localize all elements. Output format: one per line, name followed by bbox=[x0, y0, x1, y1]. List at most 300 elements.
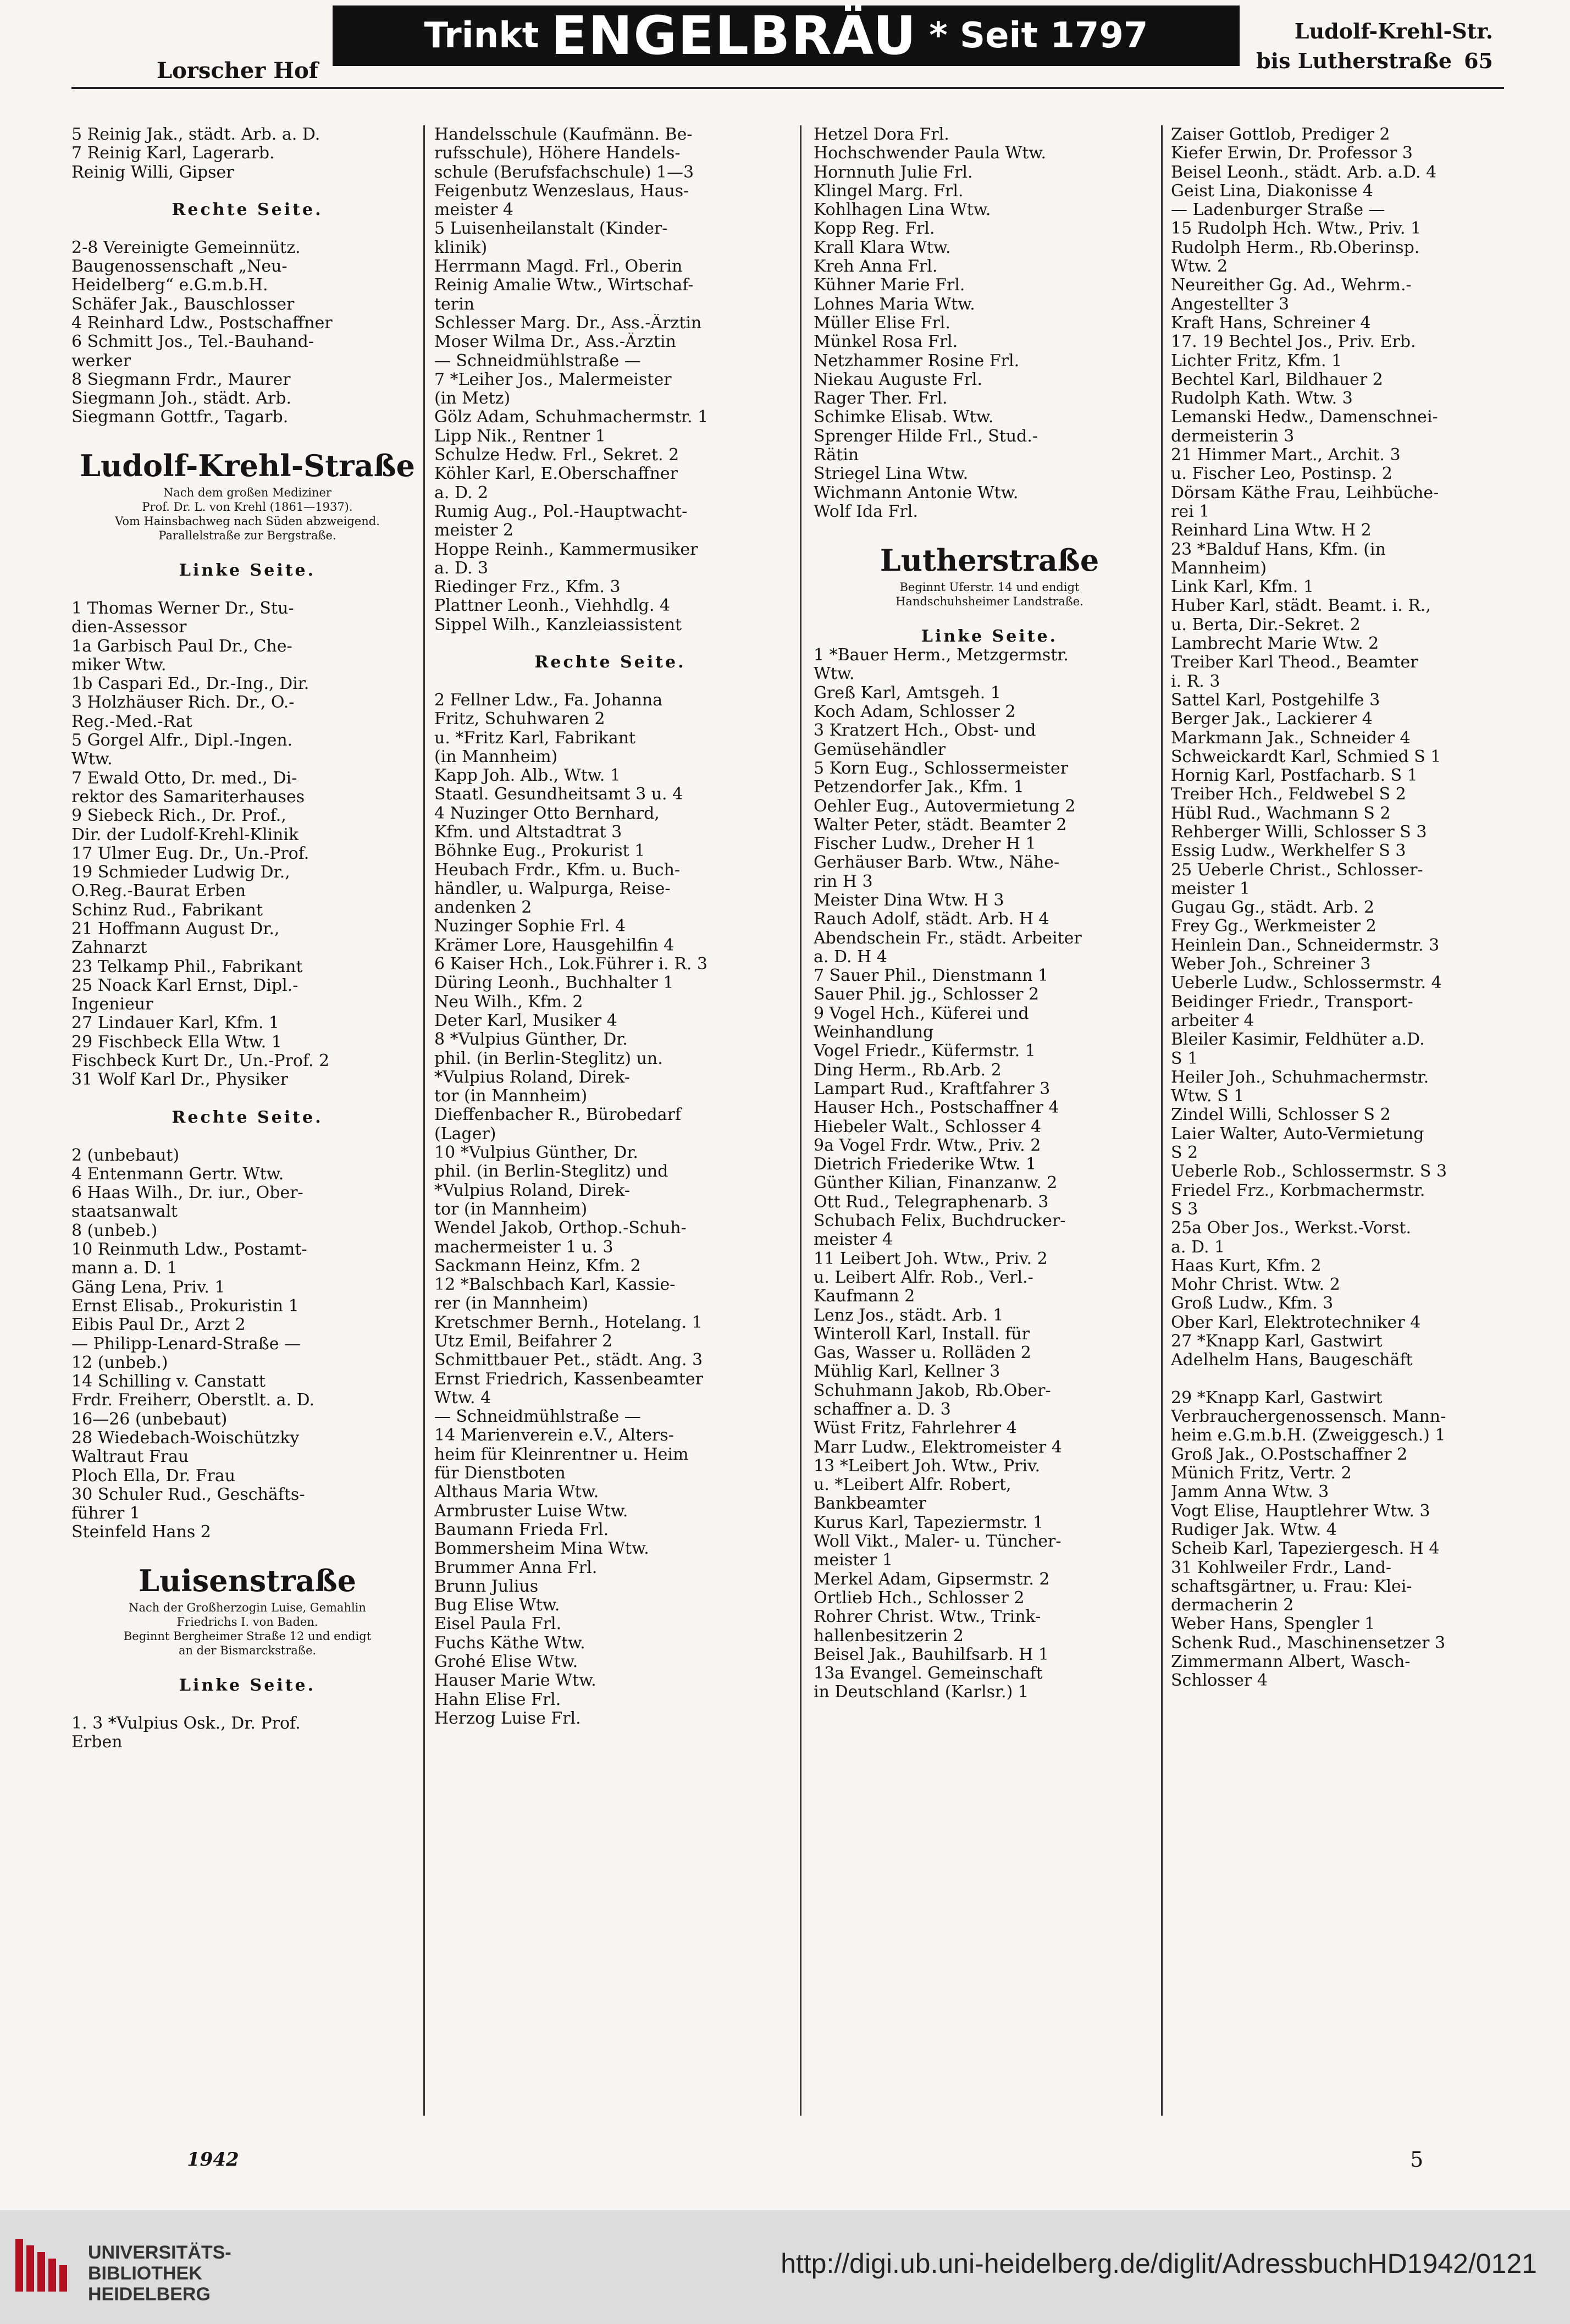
directory-line: Gerhäuser Barb. Wtw., Nähe- bbox=[814, 853, 1060, 873]
sheet-number: 5 bbox=[1410, 2148, 1424, 2172]
directory-line: 1 Thomas Werner Dr., Stu- bbox=[71, 599, 294, 618]
directory-line: 17. 19 Bechtel Jos., Priv. Erb. bbox=[1171, 333, 1416, 352]
column-2 bbox=[434, 125, 786, 1728]
directory-line bbox=[814, 609, 1165, 627]
directory-line: Weinhandlung bbox=[814, 1023, 934, 1042]
directory-line: Mohr Christ. Wtw. 2 bbox=[1171, 1276, 1340, 1295]
directory-line: Böhnke Eug., Prokurist 1 bbox=[434, 842, 645, 861]
directory-line: klinik) bbox=[434, 238, 488, 257]
directory-line: Wolf Ida Frl. bbox=[814, 502, 918, 521]
section-heading: Rechte Seite. bbox=[172, 1108, 323, 1127]
directory-line: Siegmann Joh., städt. Arb. bbox=[71, 389, 292, 409]
directory-line: u. Fischer Leo, Postinsp. 2 bbox=[1171, 465, 1392, 484]
directory-line bbox=[71, 1658, 423, 1676]
directory-line: Gölz Adam, Schuhmachermstr. 1 bbox=[434, 408, 709, 427]
directory-line: 3 Holzhäuser Rich. Dr., O.- bbox=[71, 693, 295, 713]
directory-line bbox=[71, 1696, 423, 1714]
print-year: 1942 bbox=[187, 2149, 239, 2171]
running-head-line1: Ludolf-Krehl-Str. bbox=[1294, 19, 1493, 43]
ad-text-brand: ENGELBRÄU bbox=[551, 5, 917, 67]
directory-line: Ueberle Ludw., Schlossermstr. 4 bbox=[1171, 974, 1442, 993]
directory-line: 2-8 Vereinigte Gemeinnütz. bbox=[71, 238, 301, 257]
directory-line: Gäng Lena, Priv. 1 bbox=[71, 1278, 225, 1297]
directory-line: Verbrauchergenossensch. Mann- bbox=[1171, 1407, 1446, 1427]
directory-line: Münkel Rosa Frl. bbox=[814, 333, 958, 352]
section-heading: Rechte Seite. bbox=[534, 653, 686, 672]
directory-line: Fischbeck Kurt Dr., Un.-Prof. 2 bbox=[71, 1052, 330, 1071]
directory-line: 8 Siegmann Frdr., Maurer bbox=[71, 370, 291, 389]
directory-line: Beidinger Friedr., Transport- bbox=[1171, 992, 1413, 1012]
directory-line: Frdr. Freiherr, Oberstlt. a. D. bbox=[71, 1391, 315, 1410]
directory-line: Rudolph Herm., Rb.Oberinsp. bbox=[1171, 238, 1420, 257]
directory-line: Hiebeler Walt., Schlosser 4 bbox=[814, 1117, 1041, 1136]
directory-line: Schweickardt Karl, Schmied S 1 bbox=[1171, 747, 1441, 766]
directory-line: Schimke Elisab. Wtw. bbox=[814, 408, 994, 427]
directory-line: (in Metz) bbox=[434, 389, 511, 409]
directory-line: Reinhard Lina Wtw. H 2 bbox=[1171, 521, 1372, 540]
section-heading: Rechte Seite. bbox=[172, 201, 323, 220]
directory-line: 13 *Leibert Joh. Wtw., Priv. bbox=[814, 1456, 1041, 1476]
directory-line: Rudolph Kath. Wtw. 3 bbox=[1171, 389, 1353, 409]
directory-line: S 3 bbox=[1171, 1200, 1198, 1219]
directory-line: Ott Rud., Telegraphenarb. 3 bbox=[814, 1193, 1049, 1212]
directory-line bbox=[71, 1542, 423, 1561]
directory-line: Schlosser 4 bbox=[1171, 1671, 1268, 1691]
directory-line: Sprenger Hilde Frl., Stud.- bbox=[814, 427, 1038, 446]
directory-line: Wtw. 4 bbox=[434, 1388, 491, 1407]
directory-line: *Vulpius Roland, Direk- bbox=[434, 1181, 630, 1200]
library-name-line: BIBLIOTHEK bbox=[88, 2263, 202, 2284]
column-divider bbox=[423, 125, 425, 2116]
directory-line: hallenbesitzerin 2 bbox=[814, 1626, 964, 1646]
section-heading: Linke Seite. bbox=[179, 561, 316, 581]
running-head-right bbox=[1256, 16, 1493, 76]
directory-line: Frey Gg., Werkmeister 2 bbox=[1171, 917, 1376, 936]
directory-line: 12 (unbeb.) bbox=[71, 1353, 168, 1372]
directory-line: machermeister 1 u. 3 bbox=[434, 1238, 613, 1257]
directory-line: u. Leibert Alfr. Rob., Verl.- bbox=[814, 1268, 1033, 1287]
directory-line: u. *Fritz Karl, Fabrikant bbox=[434, 728, 636, 748]
directory-line: Hoppe Reinh., Kammermusiker bbox=[434, 540, 698, 559]
street-note: Parallelstraße zur Bergstraße. bbox=[158, 529, 336, 543]
directory-line: Waltraut Frau bbox=[71, 1448, 189, 1467]
directory-line: 4 Nuzinger Otto Bernhard, bbox=[434, 804, 660, 823]
directory-line: Reinig Willi, Gipser bbox=[71, 163, 234, 182]
directory-line: 2 (unbebaut) bbox=[71, 1146, 180, 1165]
directory-line: 27 *Knapp Karl, Gastwirt bbox=[1171, 1332, 1383, 1351]
directory-line: (Lager) bbox=[434, 1124, 496, 1144]
directory-line: Kühner Marie Frl. bbox=[814, 276, 965, 295]
directory-line: in Deutschland (Karlsr.) 1 bbox=[814, 1683, 1029, 1702]
directory-line: Lenz Jos., städt. Arb. 1 bbox=[814, 1306, 1004, 1325]
directory-line: Haas Kurt, Kfm. 2 bbox=[1171, 1256, 1322, 1276]
directory-line: Münich Fritz, Vertr. 2 bbox=[1171, 1464, 1352, 1483]
column-3 bbox=[814, 125, 1165, 1702]
directory-line: Wichmann Antonie Wtw. bbox=[814, 483, 1019, 503]
directory-line: Kapp Joh. Alb., Wtw. 1 bbox=[434, 766, 621, 786]
directory-line: a. D. 1 bbox=[1171, 1238, 1225, 1257]
directory-line: rei 1 bbox=[1171, 502, 1210, 521]
directory-line: phil. (in Berlin-Steglitz) un. bbox=[434, 1049, 663, 1068]
directory-line bbox=[71, 581, 423, 599]
directory-line: meister 1 bbox=[814, 1551, 893, 1570]
directory-line: Ernst Friedrich, Kassenbeamter bbox=[434, 1370, 703, 1389]
directory-line: schule (Berufsfachschule) 1—3 bbox=[434, 163, 694, 182]
directory-line: Link Karl, Kfm. 1 bbox=[1171, 578, 1314, 597]
directory-line: Schuhmann Jakob, Rb.Ober- bbox=[814, 1381, 1051, 1400]
directory-line: Krämer Lore, Hausgehilfin 4 bbox=[434, 936, 675, 955]
directory-line: Kohlhagen Lina Wtw. bbox=[814, 201, 991, 220]
directory-line: 10 *Vulpius Günther, Dr. bbox=[434, 1144, 638, 1163]
directory-line: O.Reg.-Baurat Erben bbox=[71, 882, 246, 901]
directory-line: Ueberle Rob., Schlossermstr. S 3 bbox=[1171, 1162, 1447, 1182]
directory-line: Handelsschule (Kaufmänn. Be- bbox=[434, 125, 693, 144]
directory-line: (in Mannheim) bbox=[434, 747, 558, 766]
directory-line: Reg.-Med.-Rat bbox=[71, 712, 192, 731]
street-note: Beginnt Uferstr. 14 und endigt bbox=[899, 580, 1080, 594]
directory-line: terin bbox=[434, 295, 475, 314]
directory-line: 1. 3 *Vulpius Osk., Dr. Prof. bbox=[71, 1714, 301, 1733]
directory-line: heim für Kleinrentner u. Heim bbox=[434, 1445, 689, 1464]
directory-line: 31 Wolf Karl Dr., Physiker bbox=[71, 1070, 288, 1090]
directory-line: Huber Karl, städt. Beamt. i. R., bbox=[1171, 597, 1431, 616]
directory-line: Reinig Amalie Wtw., Wirtschaf- bbox=[434, 276, 694, 295]
directory-line: 21 Himmer Mart., Archit. 3 bbox=[1171, 446, 1401, 465]
directory-line bbox=[1171, 1370, 1523, 1389]
directory-line: Treiber Hch., Feldwebel S 2 bbox=[1171, 785, 1406, 804]
directory-line: Rager Ther. Frl. bbox=[814, 389, 948, 409]
directory-line: 17 Ulmer Eug. Dr., Un.-Prof. bbox=[71, 844, 309, 863]
directory-line: 5 Gorgel Alfr., Dipl.-Ingen. bbox=[71, 731, 293, 750]
directory-line: a. D. H 4 bbox=[814, 947, 887, 967]
section-heading: Linke Seite. bbox=[921, 627, 1058, 646]
directory-line: rin H 3 bbox=[814, 872, 873, 891]
directory-line: meister 2 bbox=[434, 521, 513, 540]
street-note: Nach dem großen Mediziner bbox=[163, 486, 331, 500]
directory-line bbox=[71, 1090, 423, 1108]
directory-line: Petzendorfer Jak., Kfm. 1 bbox=[814, 778, 1024, 797]
directory-line: Ploch Ella, Dr. Frau bbox=[71, 1466, 236, 1486]
directory-line: 1 *Bauer Herm., Metzgermstr. bbox=[814, 646, 1069, 665]
directory-line: Hetzel Dora Frl. bbox=[814, 125, 949, 144]
directory-line: arbeiter 4 bbox=[1171, 1011, 1254, 1030]
directory-line: Schmittbauer Pet., städt. Ang. 3 bbox=[434, 1351, 703, 1370]
directory-line: 9 Vogel Hch., Küferei und bbox=[814, 1004, 1029, 1023]
directory-line bbox=[71, 1127, 423, 1146]
directory-line: Schäfer Jak., Bauschlosser bbox=[71, 295, 295, 314]
directory-line: Utz Emil, Beifahrer 2 bbox=[434, 1332, 613, 1351]
directory-line: Sippel Wilh., Kanzleiassistent bbox=[434, 615, 682, 634]
header-rule bbox=[71, 87, 1504, 89]
directory-line: Zahnarzt bbox=[71, 939, 147, 958]
directory-line: händler, u. Walpurga, Reise- bbox=[434, 879, 671, 898]
directory-line: Wtw. bbox=[71, 750, 113, 769]
directory-line: Mühlig Karl, Kellner 3 bbox=[814, 1362, 1000, 1382]
directory-line: Köhler Karl, E.Oberschaffner bbox=[434, 465, 678, 484]
directory-line: Angestellter 3 bbox=[1171, 295, 1290, 314]
directory-line: Sattel Karl, Postgehilfe 3 bbox=[1171, 691, 1380, 710]
directory-line: Schulze Hedw. Frl., Sekret. 2 bbox=[434, 446, 679, 465]
directory-line: Gas, Wasser u. Rolläden 2 bbox=[814, 1344, 1031, 1363]
directory-line: Heidelberg“ e.G.m.b.H. bbox=[71, 276, 268, 295]
directory-line: Kretschmer Bernh., Hotelang. 1 bbox=[434, 1313, 703, 1332]
ad-text-trinkt: Trinkt bbox=[424, 15, 539, 56]
directory-line bbox=[814, 521, 1165, 540]
directory-line: Kurus Karl, Tapeziermstr. 1 bbox=[814, 1513, 1044, 1532]
directory-line: Scheib Karl, Tapeziergesch. H 4 bbox=[1171, 1539, 1440, 1559]
directory-line: dermeisterin 3 bbox=[1171, 427, 1295, 446]
directory-line: 14 Schilling v. Canstatt bbox=[71, 1372, 266, 1392]
directory-line: Gemüsehändler bbox=[814, 740, 946, 759]
directory-line: Staatl. Gesundheitsamt 3 u. 4 bbox=[434, 785, 683, 804]
section-heading: Linke Seite. bbox=[179, 1676, 316, 1696]
directory-line: Hauser Hch., Postschaffner 4 bbox=[814, 1098, 1059, 1118]
column-divider bbox=[800, 125, 801, 2116]
column-4 bbox=[1171, 125, 1523, 1691]
directory-line: Herrmann Magd. Frl., Oberin bbox=[434, 257, 683, 277]
directory-line: 12 *Balschbach Karl, Kassie- bbox=[434, 1276, 676, 1295]
directory-line: führer 1 bbox=[71, 1504, 140, 1523]
directory-line: werker bbox=[71, 351, 131, 371]
directory-line: Nuzinger Sophie Frl. 4 bbox=[434, 917, 626, 936]
directory-line: Fuchs Käthe Wtw. bbox=[434, 1633, 585, 1653]
directory-line: Hochschwender Paula Wtw. bbox=[814, 144, 1047, 163]
directory-line bbox=[71, 182, 423, 201]
directory-line: — Schneidmühlstraße — bbox=[434, 1407, 641, 1427]
directory-line: Laier Walter, Auto-Vermietung bbox=[1171, 1124, 1424, 1144]
advertisement-banner bbox=[333, 5, 1240, 66]
directory-line: andenken 2 bbox=[434, 898, 532, 918]
directory-line: Plattner Leonh., Viehhdlg. 4 bbox=[434, 597, 671, 616]
directory-line: Schenk Rud., Maschinensetzer 3 bbox=[1171, 1633, 1446, 1653]
directory-line: schaftsgärtner, u. Frau: Klei- bbox=[1171, 1577, 1412, 1596]
directory-line: 19 Schmieder Ludwig Dr., bbox=[71, 863, 290, 882]
directory-line: Kreh Anna Frl. bbox=[814, 257, 938, 277]
directory-line: Vogel Friedr., Küfermstr. 1 bbox=[814, 1042, 1036, 1061]
directory-line: 3 Kratzert Hch., Obst- und bbox=[814, 721, 1036, 741]
directory-line: Jamm Anna Wtw. 3 bbox=[1171, 1483, 1329, 1502]
directory-line: Gugau Gg., städt. Arb. 2 bbox=[1171, 898, 1375, 918]
directory-line: Günther Kilian, Finanzanw. 2 bbox=[814, 1174, 1058, 1193]
directory-line: Oehler Eug., Autovermietung 2 bbox=[814, 797, 1076, 816]
directory-line: 9 Siebeck Rich., Dr. Prof., bbox=[71, 807, 286, 826]
directory-line: 4 Entenmann Gertr. Wtw. bbox=[71, 1164, 284, 1184]
directory-line: Brummer Anna Frl. bbox=[434, 1558, 598, 1577]
street-note: Nach der Großherzogin Luise, Gemahlin bbox=[129, 1601, 366, 1615]
directory-line: Klingel Marg. Frl. bbox=[814, 181, 964, 201]
directory-line: Essig Ludw., Werkhelfer S 3 bbox=[1171, 842, 1406, 861]
directory-line: a. D. 2 bbox=[434, 483, 489, 503]
directory-line: 25 Ueberle Christ., Schlosser- bbox=[1171, 860, 1423, 880]
directory-line bbox=[434, 672, 786, 691]
directory-line bbox=[71, 219, 423, 238]
directory-line: Greß Karl, Amtsgeh. 1 bbox=[814, 683, 1001, 703]
directory-line: Armbruster Luise Wtw. bbox=[434, 1502, 628, 1521]
directory-line: Sackmann Heinz, Kfm. 2 bbox=[434, 1256, 641, 1276]
directory-line: Althaus Maria Wtw. bbox=[434, 1483, 599, 1502]
directory-line: 9a Vogel Frdr. Wtw., Priv. 2 bbox=[814, 1136, 1041, 1155]
directory-line: Ingenieur bbox=[71, 995, 153, 1014]
directory-line: 21 Hoffmann August Dr., bbox=[71, 919, 280, 939]
directory-line: Erben bbox=[71, 1733, 123, 1752]
directory-line: Lampart Rud., Kraftfahrer 3 bbox=[814, 1079, 1051, 1098]
directory-line bbox=[71, 427, 423, 446]
directory-line: Heiler Joh., Schuhmachermstr. bbox=[1171, 1068, 1429, 1087]
directory-line: Brunn Julius bbox=[434, 1577, 539, 1596]
library-name-line: HEIDELBERG bbox=[88, 2284, 211, 2305]
directory-line: *Vulpius Roland, Direk- bbox=[434, 1068, 630, 1087]
directory-line: u. *Leibert Alfr. Robert, bbox=[814, 1476, 1011, 1495]
directory-line: Dieffenbacher R., Bürobedarf bbox=[434, 1106, 682, 1125]
directory-line: miker Wtw. bbox=[71, 655, 167, 675]
directory-line: Schubach Felix, Buchdrucker- bbox=[814, 1212, 1066, 1231]
directory-line: Fischer Ludw., Dreher H 1 bbox=[814, 835, 1036, 854]
column-1 bbox=[71, 125, 423, 1752]
directory-line: 29 Fischbeck Ella Wtw. 1 bbox=[71, 1033, 282, 1052]
directory-line: Neu Wilh., Kfm. 2 bbox=[434, 992, 583, 1012]
directory-line: Niekau Auguste Frl. bbox=[814, 370, 983, 389]
directory-line: 25a Ober Jos., Werkst.-Vorst. bbox=[1171, 1219, 1412, 1238]
directory-line: Wüst Fritz, Fahrlehrer 4 bbox=[814, 1419, 1017, 1438]
directory-line: Netzhammer Rosine Frl. bbox=[814, 351, 1020, 371]
directory-line: Feigenbutz Wenzeslaus, Haus- bbox=[434, 181, 689, 201]
directory-line: phil. (in Berlin-Steglitz) und bbox=[434, 1162, 668, 1182]
directory-line: Rohrer Christ. Wtw., Trink- bbox=[814, 1608, 1041, 1627]
directory-line: Markmann Jak., Schneider 4 bbox=[1171, 728, 1411, 748]
directory-line bbox=[434, 634, 786, 653]
directory-line: Rudiger Jak. Wtw. 4 bbox=[1171, 1520, 1337, 1539]
directory-line: 2 Fellner Ldw., Fa. Johanna bbox=[434, 691, 663, 710]
directory-line: dien-Assessor bbox=[71, 618, 187, 637]
permalink-url[interactable]: http://digi.ub.uni-heidelberg.de/diglit/AdressbuchHD1942/0121 bbox=[781, 2248, 1537, 2279]
directory-line: rer (in Mannheim) bbox=[434, 1294, 589, 1313]
directory-line: 25 Noack Karl Ernst, Dipl.- bbox=[71, 976, 298, 995]
directory-line: 5 Luisenheilanstalt (Kinder- bbox=[434, 219, 668, 239]
directory-line: 6 Schmitt Jos., Tel.-Bauhand- bbox=[71, 333, 314, 352]
directory-line: 1b Caspari Ed., Dr.-Ing., Dir. bbox=[71, 675, 309, 694]
directory-line: Ding Herm., Rb.Arb. 2 bbox=[814, 1061, 1002, 1080]
directory-line: Wtw. bbox=[814, 665, 855, 684]
directory-line: Kraft Hans, Schreiner 4 bbox=[1171, 313, 1371, 333]
directory-line: Abendschein Fr., städt. Arbeiter bbox=[814, 929, 1082, 948]
directory-line: Dir. der Ludolf-Krehl-Klinik bbox=[71, 825, 299, 844]
directory-line: Beisel Leonh., städt. Arb. a.D. 4 bbox=[1171, 163, 1437, 182]
directory-line: Friedel Frz., Korbmachermstr. bbox=[1171, 1181, 1425, 1200]
directory-line: mann a. D. 1 bbox=[71, 1259, 178, 1278]
directory-line: Dörsam Käthe Frau, Leihbüche- bbox=[1171, 483, 1439, 503]
directory-line: Eisel Paula Frl. bbox=[434, 1615, 562, 1634]
street-note: an der Bismarckstraße. bbox=[178, 1644, 317, 1658]
directory-line: Grohé Elise Wtw. bbox=[434, 1653, 578, 1672]
directory-line: Geist Lina, Diakonisse 4 bbox=[1171, 181, 1373, 201]
directory-line: 1a Garbisch Paul Dr., Che- bbox=[71, 637, 292, 656]
directory-line: Rehberger Willi, Schlosser S 3 bbox=[1171, 822, 1427, 842]
library-name[interactable] bbox=[88, 2242, 231, 2305]
street-note: Prof. Dr. L. von Krehl (1861—1937). bbox=[142, 500, 353, 514]
directory-line: Zindel Willi, Schlosser S 2 bbox=[1171, 1106, 1391, 1125]
directory-line: 6 Kaiser Hch., Lok.Führer i. R. 3 bbox=[434, 955, 707, 974]
street-heading: Luisenstraße bbox=[139, 1563, 356, 1599]
street-note: Vom Hainsbachweg nach Süden abzweigend. bbox=[115, 515, 380, 528]
directory-line: rektor des Samariterhauses bbox=[71, 787, 305, 807]
directory-line: Eibis Paul Dr., Arzt 2 bbox=[71, 1316, 246, 1335]
directory-line: — Schneidmühlstraße — bbox=[434, 351, 641, 371]
directory-line: Neureither Gg. Ad., Wehrm.- bbox=[1171, 276, 1412, 295]
running-head-line2: bis Lutherstraße bbox=[1256, 48, 1452, 73]
directory-line: Winteroll Karl, Install. für bbox=[814, 1324, 1030, 1344]
directory-line: Lohnes Maria Wtw. bbox=[814, 295, 975, 314]
directory-line: Kiefer Erwin, Dr. Professor 3 bbox=[1171, 144, 1413, 163]
directory-line: Zimmermann Albert, Wasch- bbox=[1171, 1653, 1411, 1672]
directory-line: Rumig Aug., Pol.-Hauptwacht- bbox=[434, 502, 688, 521]
directory-line: Adelhelm Hans, Baugeschäft bbox=[1171, 1351, 1413, 1370]
directory-line: rufsschule), Höhere Handels- bbox=[434, 144, 681, 163]
directory-line: Hauser Marie Wtw. bbox=[434, 1671, 596, 1691]
directory-line: 14 Marienverein e.V., Alters- bbox=[434, 1426, 674, 1445]
directory-line: i. R. 3 bbox=[1171, 672, 1220, 691]
street-heading: Ludolf-Krehl-Straße bbox=[80, 448, 415, 484]
directory-line: Striegel Lina Wtw. bbox=[814, 465, 969, 484]
directory-line: heim e.G.m.b.H. (Zweiggesch.) 1 bbox=[1171, 1426, 1446, 1445]
directory-line: Schinz Rud., Fabrikant bbox=[71, 901, 263, 920]
directory-line: Kopp Reg. Frl. bbox=[814, 219, 935, 239]
ad-text-since: * Seit 1797 bbox=[929, 15, 1148, 56]
directory-line: 8 (unbeb.) bbox=[71, 1221, 158, 1240]
directory-line: Zaiser Gottlob, Prediger 2 bbox=[1171, 125, 1390, 144]
directory-line: Koch Adam, Schlosser 2 bbox=[814, 703, 1016, 722]
header-page-number: 65 bbox=[1464, 48, 1493, 73]
directory-line: Kaufmann 2 bbox=[814, 1287, 915, 1306]
directory-line: S 1 bbox=[1171, 1049, 1198, 1068]
directory-line: staatsanwalt bbox=[71, 1202, 178, 1222]
directory-line: Sauer Phil. jg., Schlosser 2 bbox=[814, 985, 1040, 1004]
directory-line: 23 *Balduf Hans, Kfm. (in bbox=[1171, 540, 1386, 559]
directory-line: 30 Schuler Rud., Geschäfts- bbox=[71, 1485, 305, 1504]
directory-line: 5 Reinig Jak., städt. Arb. a. D. bbox=[71, 125, 320, 144]
directory-line: Bleiler Kasimir, Feldhüter a.D. bbox=[1171, 1030, 1425, 1050]
directory-line: Wtw. 2 bbox=[1171, 257, 1228, 277]
directory-line: u. Berta, Dir.-Sekret. 2 bbox=[1171, 615, 1361, 634]
library-name-line: UNIVERSITÄTS- bbox=[88, 2242, 231, 2263]
directory-line: tor (in Mannheim) bbox=[434, 1200, 588, 1219]
directory-line: Bommersheim Mina Wtw. bbox=[434, 1539, 649, 1559]
directory-line: für Dienstboten bbox=[434, 1464, 566, 1483]
directory-line: — Ladenburger Straße — bbox=[1171, 201, 1385, 220]
directory-line: Kfm. und Altstadtrat 3 bbox=[434, 822, 622, 842]
directory-line: Hornig Karl, Postfacharb. S 1 bbox=[1171, 766, 1418, 786]
directory-line: schaffner a. D. 3 bbox=[814, 1400, 951, 1419]
directory-line: Wendel Jakob, Orthop.-Schuh- bbox=[434, 1219, 687, 1238]
directory-line: Hornnuth Julie Frl. bbox=[814, 163, 973, 182]
running-head-left: Lorscher Hof bbox=[157, 58, 318, 84]
directory-line: Walter Peter, städt. Beamter 2 bbox=[814, 815, 1067, 835]
directory-line: Lichter Fritz, Kfm. 1 bbox=[1171, 351, 1342, 371]
directory-line: Ober Karl, Elektrotechniker 4 bbox=[1171, 1313, 1421, 1332]
directory-line: 8 *Vulpius Günther, Dr. bbox=[434, 1030, 628, 1050]
university-library-logo-icon bbox=[15, 2239, 76, 2292]
directory-line: 13a Evangel. Gemeinschaft bbox=[814, 1664, 1043, 1683]
directory-line: Meister Dina Wtw. H 3 bbox=[814, 891, 1004, 910]
directory-line: Steinfeld Hans 2 bbox=[71, 1523, 211, 1542]
directory-line: Fritz, Schuhwaren 2 bbox=[434, 710, 605, 729]
directory-line: Groß Ludw., Kfm. 3 bbox=[1171, 1294, 1334, 1313]
directory-line: Bug Elise Wtw. bbox=[434, 1596, 560, 1615]
directory-line: Heubach Frdr., Kfm. u. Buch- bbox=[434, 860, 681, 880]
directory-line: 6 Haas Wilh., Dr. iur., Ober- bbox=[71, 1184, 303, 1203]
directory-line: Bechtel Karl, Bildhauer 2 bbox=[1171, 370, 1383, 389]
directory-line: Hahn Elise Frl. bbox=[434, 1690, 561, 1709]
directory-line: Groß Jak., O.Postschaffner 2 bbox=[1171, 1445, 1408, 1464]
